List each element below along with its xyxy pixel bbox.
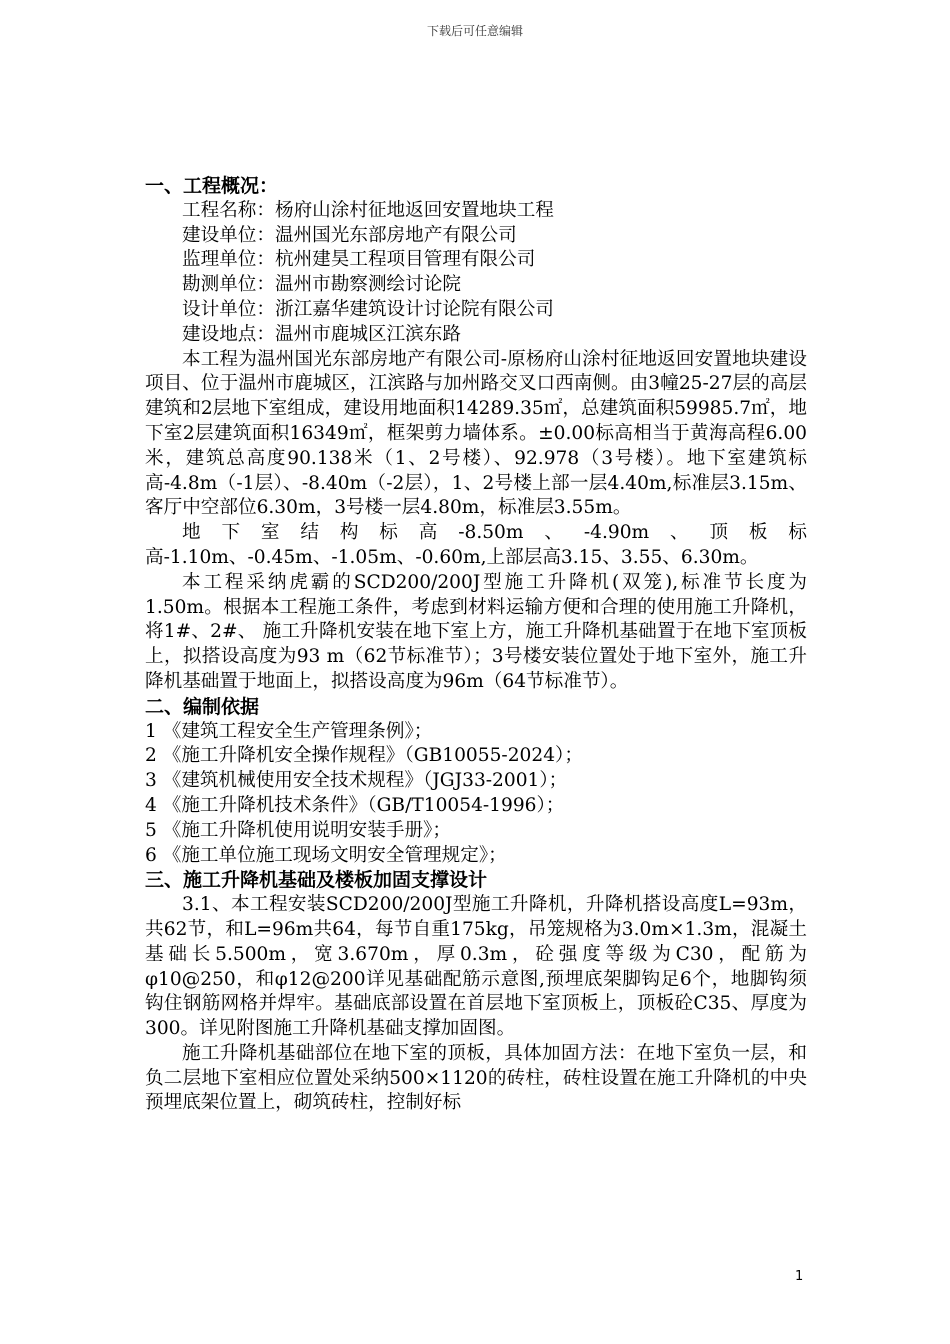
info-client: 建设单位：温州国光东部房地产有限公司 bbox=[182, 224, 517, 246]
reference-item-3: 3 《建筑机械使用安全技术规程》（JGJ33-2001）； bbox=[145, 770, 568, 792]
page-number: 1 bbox=[795, 1269, 804, 1284]
paragraph-overview: 本工程为温州国光东部房地产有限公司-原杨府山涂村征地返回安置地块建设项目、位于温州市鹿城区，江滨路与加州路交叉口西南侧。由3幢25-27层的高层建筑和2层地下室组成，建设用地面积14289.35㎡，总建筑面积59985.7㎡，地下室2层建筑面积16349㎡，框架剪力墙体系。±0.00标高相当于黄海高程6.00米，建筑总高度90.138米（1、2号楼）、92.978（3号楼）。地下室建筑标高-4.8m（-1层）、-8.40m（-2层），1、2号楼上部一层4.40m,标准层3.15m、客厅中空部位6.30m，3号楼一层4.80m，标准层3.55m。 bbox=[145, 348, 807, 519]
section-heading-basis: 二、编制依据 bbox=[145, 695, 260, 718]
reference-item-1: 1 《建筑工程安全生产管理条例》； bbox=[145, 720, 433, 742]
info-survey: 勘测单位：温州市勘察测绘讨论院 bbox=[182, 274, 461, 296]
document-body bbox=[145, 174, 807, 1116]
paragraph-reinforcement: 施工升降机基础部位在地下室的顶板，具体加固方法：在地下室负一层，和负二层地下室相应位置处采纳500×1120的砖柱，砖柱设置在施工升降机的中央预埋底架位置上，砌筑砖柱，控制好标 bbox=[145, 1042, 807, 1114]
paragraph-foundation-design: 3.1、本工程安装SCD200/200J型施工升降机，升降机搭设高度L=93m，共62节，和L=96m共64，每节自重175kg，吊笼规格为3.0m×1.3m，混凝土基础长5.500m，宽3.670m，厚0.3m，砼强度等级为C30，配筋为φ10@250，和φ12@200详见基础配筋示意图,预埋底架脚钩足6个，地脚钩须钩住钢筋网格并焊牢。基础底部设置在首层地下室顶板上，顶板砼C35、厚度为300。详见附图施工升降机基础支撑加固图。 bbox=[145, 894, 807, 1040]
info-project-name: 工程名称：杨府山涂村征地返回安置地块工程 bbox=[182, 199, 554, 221]
reference-item-6: 6 《施工单位施工现场文明安全管理规定》； bbox=[145, 844, 507, 866]
paragraph-structure-levels: 地下室结构标高-8.50m、-4.90m、顶板标高-1.10m、-0.45m、-1.05m、-0.60m,上部层高3.15、3.55、6.30m。 bbox=[145, 522, 807, 568]
reference-item-4: 4 《施工升降机技术条件》（GB/T10054-1996）； bbox=[145, 794, 565, 816]
info-supervisor: 监理单位：杭州建昊工程项目管理有限公司 bbox=[182, 249, 536, 271]
info-design: 设计单位：浙江嘉华建筑设计讨论院有限公司 bbox=[182, 298, 554, 320]
section-heading-foundation: 三、施工升降机基础及楼板加固支撑设计 bbox=[145, 869, 488, 892]
paragraph-hoist: 本工程采纳虎霸的SCD200/200J型施工升降机(双笼),标准节长度为1.50m。根据本工程施工条件，考虑到材料运输方便和合理的使用施工升降机，将1#、2#、 施工升降机安装在地下室上方，施工升降机基础置于在地下室顶板上，拟搭设高度为93 m（62节标准节）；3号楼安装位置处于地下室外，施工升降机基础置于地面上，拟搭设高度为96m（64节标准节）。 bbox=[145, 571, 807, 692]
info-location: 建设地点：温州市鹿城区江滨东路 bbox=[182, 323, 461, 345]
reference-item-2: 2 《施工升降机安全操作规程》（GB10055-2024）； bbox=[145, 745, 583, 767]
reference-item-5: 5 《施工升降机使用说明安装手册》； bbox=[145, 819, 451, 841]
section-heading-overview: 一、工程概况： bbox=[145, 175, 279, 197]
header-note: 下载后可任意编辑 bbox=[426, 24, 523, 38]
